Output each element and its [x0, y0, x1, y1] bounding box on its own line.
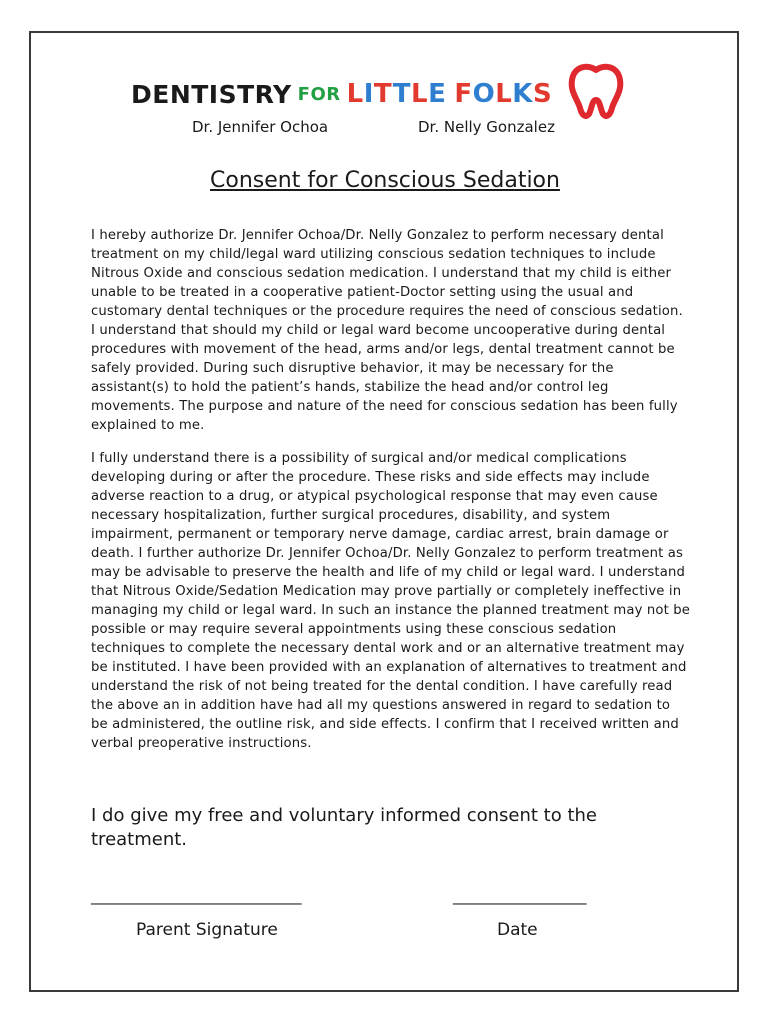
logo-folks-letter: S	[532, 79, 553, 109]
page-title: Consent for Conscious Sedation	[210, 168, 560, 193]
logo-folks-letter: K	[512, 79, 533, 109]
logo-little-letter: E	[428, 79, 447, 109]
logo-word-little	[347, 79, 447, 109]
risks-paragraph: I fully understand there is a possibility of surgical and/or medical complications developing during or after the procedure. These risks and side effects may include adverse reaction to a drug, or atypical psychological response that may even cause necessary hospitalization, further surgical procedures, disability, and system impairment, permanent or temporary nerve damage, cardiac arrest, brain damage or death. I further authorize Dr. Jennifer Ochoa/Dr. Nelly Gonzalez to perform treatment as may be advisable to preserve the health and life of my child or legal ward. I understand that Nitrous Oxide/Sedation Medication may prove partially or completely ineffective in managing my child or legal ward. In such an instance the planned treatment may not be possible or may require several appointments using these conscious sedation techniques to complete the necessary dental work and or an alternative treatment may be instituted. I have been provided with an explanation of alternatives to treatment and understand the risk of not being treated for the dental condition. I have carefully read the above an in addition have had all my questions answered in regard to sedation to be administered, the outline risk, and side effects. I confirm that I received written and verbal preoperative instructions.	[91, 451, 691, 751]
logo-little-letter: T	[392, 79, 411, 109]
logo-folks-letter: F	[454, 79, 473, 109]
doctor-name-1: Dr. Jennifer Ochoa	[192, 118, 329, 136]
parent-signature-label: Parent Signature	[136, 920, 278, 940]
logo-folks-letter: L	[495, 79, 513, 109]
doctor-name-2: Dr. Nelly Gonzalez	[418, 118, 555, 136]
logo-little-letter: I	[363, 79, 374, 109]
logo-little-letter: L	[346, 79, 364, 109]
authorization-paragraph: I hereby authorize Dr. Jennifer Ochoa/Dr. Nelly Gonzalez to perform necessary dental treatment on my child/legal ward utilizing conscious sedation techniques to include Nitrous Oxide and conscious sedation medication. I understand that my child is either unable to be treated in a cooperative patient-Doctor setting using the usual and customary dental techniques or the procedure requires the need of conscious sedation. I understand that should my child or legal ward become uncooperative during dental procedures with movement of the head, arms and/or legs, dental treatment cannot be safely provided. During such disruptive behavior, it may be necessary for the assistant(s) to hold the patient’s hands, stabilize the head and/or control leg movements. The purpose and nature of the need for conscious sedation has been fully explained to me.	[91, 228, 683, 433]
logo-word-dentistry: DENTISTRY	[131, 79, 292, 109]
logo-word-for: FOR	[297, 83, 341, 105]
logo-little-letter: T	[373, 79, 393, 109]
logo-word-folks	[454, 79, 552, 109]
logo-folks-letter: O	[472, 79, 496, 109]
tooth-icon	[566, 62, 626, 122]
practice-logo	[131, 76, 552, 112]
date-label: Date	[497, 920, 538, 940]
parent-signature-line[interactable]: ______________________________	[91, 887, 301, 905]
consent-statement: I do give my free and voluntary informed consent to the treatment.	[91, 805, 598, 850]
logo-little-letter: L	[410, 79, 429, 109]
date-line[interactable]: ___________________	[453, 887, 586, 905]
